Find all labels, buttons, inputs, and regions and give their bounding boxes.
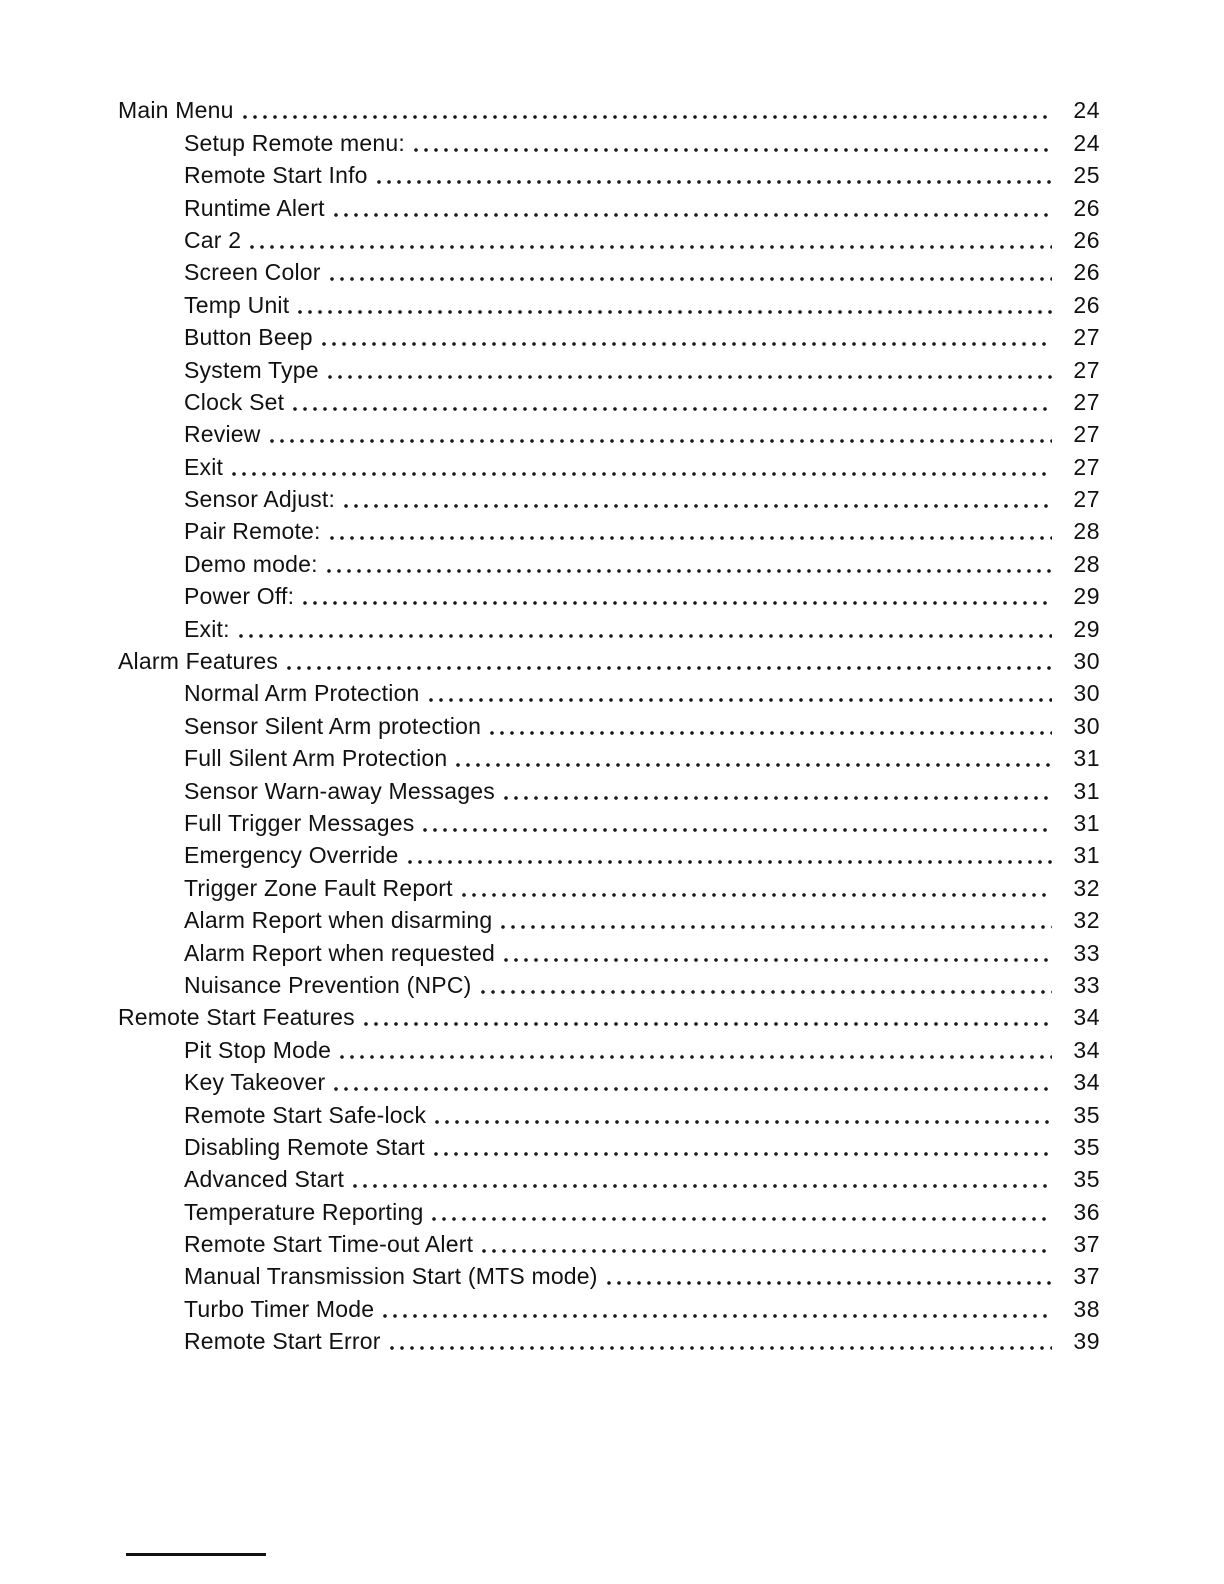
toc-entry xyxy=(118,1129,1100,1161)
toc-entry-title: Car 2 xyxy=(184,226,242,253)
toc-entry-title: Full Trigger Messages xyxy=(184,809,415,836)
toc-entry-page: 27 xyxy=(1073,453,1100,480)
toc-entry-page: 24 xyxy=(1073,97,1100,124)
toc-entry-title: Key Takeover xyxy=(184,1069,326,1096)
dot-leader xyxy=(423,828,1052,832)
footer-rule xyxy=(126,1553,266,1556)
toc-entry xyxy=(118,999,1100,1031)
toc-entry xyxy=(118,513,1100,545)
toc-entry-title: Remote Start Info xyxy=(184,162,368,189)
table-of-contents xyxy=(118,92,1100,1355)
dot-leader xyxy=(287,666,1052,670)
toc-entry xyxy=(118,481,1100,513)
toc-entry-title: Button Beep xyxy=(184,324,313,351)
toc-entry-title: Nuisance Prevention (NPC) xyxy=(184,971,472,998)
toc-entry-page: 24 xyxy=(1073,129,1100,156)
toc-entry xyxy=(118,254,1100,286)
toc-entry-page: 35 xyxy=(1073,1101,1100,1128)
dot-leader xyxy=(250,245,1052,249)
toc-entry-title: Clock Set xyxy=(184,388,285,415)
toc-entry-page: 32 xyxy=(1073,874,1100,901)
toc-entry-page: 35 xyxy=(1073,1133,1100,1160)
dot-leader xyxy=(501,925,1052,929)
toc-entry-title: Exit: xyxy=(184,615,230,642)
toc-entry-page: 31 xyxy=(1073,745,1100,772)
toc-entry-page: 36 xyxy=(1073,1198,1100,1225)
toc-entry xyxy=(118,124,1100,156)
toc-entry xyxy=(118,740,1100,772)
toc-entry-page: 37 xyxy=(1073,1231,1100,1258)
toc-entry-title: Turbo Timer Mode xyxy=(184,1295,375,1322)
toc-entry xyxy=(118,1290,1100,1322)
toc-entry xyxy=(118,189,1100,221)
toc-entry xyxy=(118,1064,1100,1096)
toc-entry xyxy=(118,319,1100,351)
toc-entry-title: Alarm Report when requested xyxy=(184,939,495,966)
toc-entry-title: Exit xyxy=(184,453,224,480)
toc-entry xyxy=(118,934,1100,966)
toc-entry xyxy=(118,416,1100,448)
toc-entry xyxy=(118,351,1100,383)
toc-entry xyxy=(118,448,1100,480)
toc-entry-page: 30 xyxy=(1073,648,1100,675)
dot-leader xyxy=(303,601,1052,605)
toc-entry xyxy=(118,545,1100,577)
toc-entry-page: 33 xyxy=(1073,939,1100,966)
toc-entry xyxy=(118,92,1100,124)
dot-leader xyxy=(481,990,1052,994)
dot-leader xyxy=(482,1249,1052,1253)
toc-entry-title: Temp Unit xyxy=(184,291,290,318)
dot-leader xyxy=(298,310,1052,314)
toc-entry-page: 26 xyxy=(1073,194,1100,221)
dot-leader xyxy=(377,180,1052,184)
toc-entry-title: Sensor Warn-away Messages xyxy=(184,777,495,804)
toc-entry-page: 29 xyxy=(1073,583,1100,610)
toc-entry xyxy=(118,1031,1100,1063)
toc-entry-page: 35 xyxy=(1073,1166,1100,1193)
toc-entry-title: Normal Arm Protection xyxy=(184,680,420,707)
dot-leader xyxy=(340,1055,1052,1059)
dot-leader xyxy=(434,1152,1052,1156)
toc-entry-title: Alarm Features xyxy=(118,648,279,675)
dot-leader xyxy=(364,1022,1052,1026)
toc-entry-page: 27 xyxy=(1073,324,1100,351)
toc-entry xyxy=(118,384,1100,416)
toc-entry-page: 38 xyxy=(1073,1295,1100,1322)
dot-leader xyxy=(344,504,1052,508)
toc-entry-title: Pit Stop Mode xyxy=(184,1036,332,1063)
dot-leader xyxy=(327,569,1052,573)
dot-leader xyxy=(328,375,1052,379)
dot-leader xyxy=(243,115,1052,119)
toc-entry-page: 32 xyxy=(1073,907,1100,934)
toc-entry-title: Sensor Adjust: xyxy=(184,486,336,513)
toc-entry-title: Alarm Report when disarming xyxy=(184,907,493,934)
dot-leader xyxy=(239,634,1052,638)
toc-entry-page: 28 xyxy=(1073,550,1100,577)
dot-leader xyxy=(414,148,1052,152)
toc-entry-page: 27 xyxy=(1073,421,1100,448)
dot-leader xyxy=(334,1087,1052,1091)
toc-entry-page: 37 xyxy=(1073,1263,1100,1290)
toc-entry xyxy=(118,1323,1100,1355)
dot-leader xyxy=(432,1217,1052,1221)
toc-entry xyxy=(118,157,1100,189)
toc-entry-page: 34 xyxy=(1073,1069,1100,1096)
dot-leader xyxy=(490,731,1052,735)
dot-leader xyxy=(353,1184,1052,1188)
dot-leader xyxy=(330,536,1052,540)
toc-entry xyxy=(118,1193,1100,1225)
toc-entry-page: 29 xyxy=(1073,615,1100,642)
toc-entry xyxy=(118,1258,1100,1290)
toc-entry-title: Remote Start Error xyxy=(184,1328,381,1355)
toc-entry-title: Manual Transmission Start (MTS mode) xyxy=(184,1263,598,1290)
dot-leader xyxy=(330,277,1052,281)
toc-entry xyxy=(118,578,1100,610)
toc-entry-title: Remote Start Features xyxy=(118,1004,355,1031)
dot-leader xyxy=(322,342,1052,346)
toc-entry-title: Screen Color xyxy=(184,259,321,286)
toc-entry-page: 26 xyxy=(1073,291,1100,318)
dot-leader xyxy=(429,698,1052,702)
toc-entry-page: 27 xyxy=(1073,486,1100,513)
toc-entry-title: Setup Remote menu: xyxy=(184,129,405,156)
dot-leader xyxy=(456,763,1052,767)
toc-entry xyxy=(118,1161,1100,1193)
toc-entry-title: Runtime Alert xyxy=(184,194,325,221)
toc-entry xyxy=(118,869,1100,901)
toc-entry-page: 26 xyxy=(1073,226,1100,253)
toc-entry-page: 27 xyxy=(1073,356,1100,383)
toc-entry xyxy=(118,1226,1100,1258)
toc-entry-title: Main Menu xyxy=(118,97,234,124)
toc-entry-page: 31 xyxy=(1073,842,1100,869)
dot-leader xyxy=(390,1346,1052,1350)
toc-entry-title: Emergency Override xyxy=(184,842,399,869)
dot-leader xyxy=(504,958,1052,962)
toc-entry-title: Power Off: xyxy=(184,583,295,610)
toc-entry xyxy=(118,610,1100,642)
toc-entry-title: Temperature Reporting xyxy=(184,1198,424,1225)
toc-entry xyxy=(118,222,1100,254)
dot-leader xyxy=(383,1314,1052,1318)
dot-leader xyxy=(270,439,1052,443)
toc-entry xyxy=(118,837,1100,869)
toc-entry-page: 39 xyxy=(1073,1328,1100,1355)
toc-entry-title: Remote Start Safe-lock xyxy=(184,1101,427,1128)
dot-leader xyxy=(293,407,1052,411)
toc-entry-title: Remote Start Time-out Alert xyxy=(184,1231,474,1258)
toc-entry-page: 26 xyxy=(1073,259,1100,286)
toc-entry-title: Full Silent Arm Protection xyxy=(184,745,448,772)
toc-entry-page: 31 xyxy=(1073,809,1100,836)
toc-entry-title: Pair Remote: xyxy=(184,518,321,545)
toc-entry-title: Sensor Silent Arm protection xyxy=(184,712,482,739)
toc-entry xyxy=(118,707,1100,739)
dot-leader xyxy=(462,893,1052,897)
toc-entry xyxy=(118,286,1100,318)
toc-entry-title: Review xyxy=(184,421,261,448)
toc-entry-title: Advanced Start xyxy=(184,1166,345,1193)
toc-entry xyxy=(118,805,1100,837)
toc-entry xyxy=(118,772,1100,804)
toc-entry-page: 34 xyxy=(1073,1004,1100,1031)
toc-entry xyxy=(118,967,1100,999)
toc-entry xyxy=(118,902,1100,934)
dot-leader xyxy=(232,472,1052,476)
toc-entry xyxy=(118,675,1100,707)
toc-entry-page: 31 xyxy=(1073,777,1100,804)
toc-entry-page: 28 xyxy=(1073,518,1100,545)
toc-entry-title: Disabling Remote Start xyxy=(184,1133,425,1160)
toc-entry-page: 30 xyxy=(1073,680,1100,707)
dot-leader xyxy=(408,860,1052,864)
dot-leader xyxy=(607,1281,1052,1285)
toc-entry xyxy=(118,643,1100,675)
toc-entry-page: 27 xyxy=(1073,388,1100,415)
toc-entry-page: 33 xyxy=(1073,971,1100,998)
dot-leader xyxy=(435,1120,1052,1124)
toc-entry-title: System Type xyxy=(184,356,319,383)
dot-leader xyxy=(334,213,1052,217)
toc-entry-page: 30 xyxy=(1073,712,1100,739)
toc-entry-title: Trigger Zone Fault Report xyxy=(184,874,453,901)
dot-leader xyxy=(504,796,1052,800)
toc-entry xyxy=(118,1096,1100,1128)
toc-entry-title: Demo mode: xyxy=(184,550,318,577)
toc-entry-page: 34 xyxy=(1073,1036,1100,1063)
toc-entry-page: 25 xyxy=(1073,162,1100,189)
